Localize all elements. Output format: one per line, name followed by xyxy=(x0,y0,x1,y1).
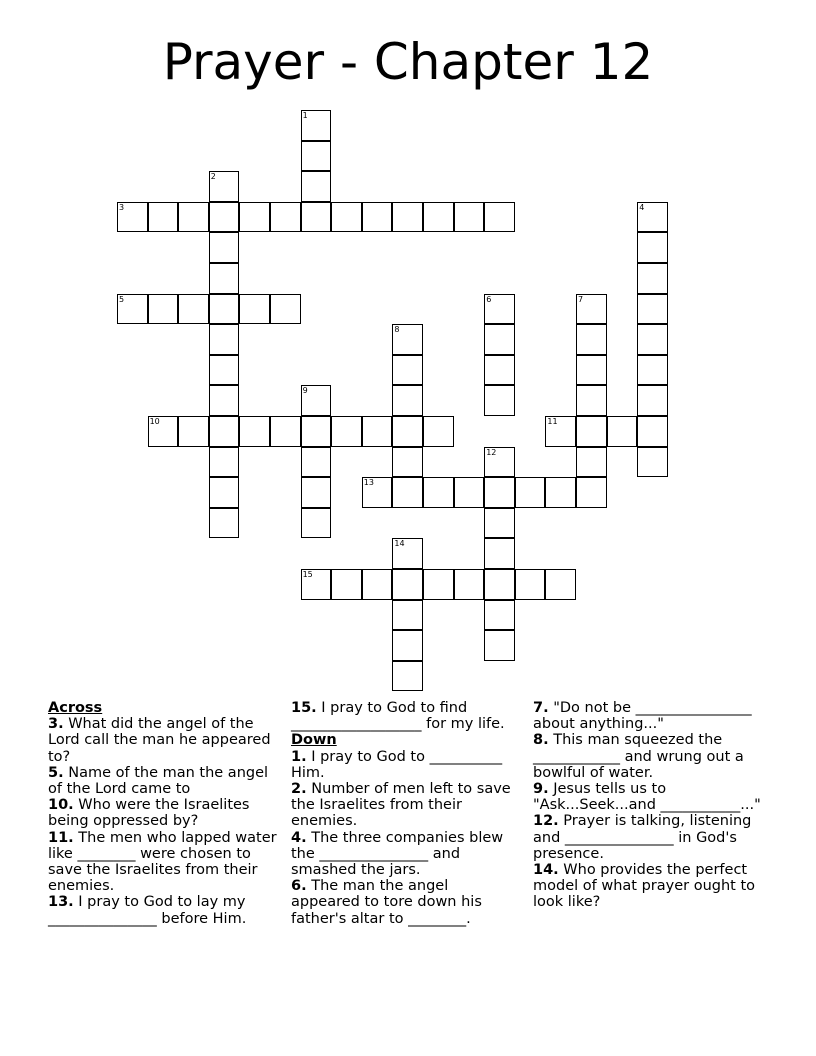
grid-cell[interactable] xyxy=(362,416,393,447)
clue-number: 14. xyxy=(533,862,559,879)
grid-cell[interactable] xyxy=(637,202,668,233)
clue-number: 13. xyxy=(48,894,74,911)
grid-cell[interactable] xyxy=(576,324,607,355)
grid-cell[interactable] xyxy=(484,538,515,569)
grid-cell[interactable] xyxy=(392,630,423,661)
grid-cell[interactable] xyxy=(576,355,607,386)
grid-cell[interactable] xyxy=(484,294,515,325)
grid-cell[interactable] xyxy=(178,202,209,233)
grid-cell[interactable] xyxy=(209,263,240,294)
grid-cell[interactable] xyxy=(515,569,546,600)
cell-number: 10 xyxy=(149,417,160,426)
clues-column-2 xyxy=(291,700,521,927)
down-heading: Down xyxy=(291,732,337,749)
grid-cell[interactable] xyxy=(576,447,607,478)
cell-number: 5 xyxy=(119,294,125,304)
grid-cell[interactable] xyxy=(178,294,209,325)
grid-cell[interactable] xyxy=(209,385,240,416)
grid-cell[interactable] xyxy=(484,477,515,508)
grid-cell[interactable] xyxy=(484,324,515,355)
clue-down-8 xyxy=(533,732,768,781)
clue-text: Number of men left to save the Israelites from their enemies. xyxy=(291,781,511,830)
clue-number: 6. xyxy=(291,878,307,895)
clue-text: The three companies blew the _______________ and smashed the jars. xyxy=(291,829,504,879)
grid-cell[interactable] xyxy=(209,355,240,386)
grid-cell[interactable] xyxy=(362,569,393,600)
clue-text: I pray to God to __________ Him. xyxy=(291,748,503,781)
grid-cell[interactable] xyxy=(545,416,576,447)
grid-cell[interactable] xyxy=(117,294,148,325)
grid-cell[interactable] xyxy=(209,202,240,233)
grid-cell[interactable] xyxy=(392,661,423,692)
clue-number: 7. xyxy=(533,700,549,716)
grid-cell[interactable] xyxy=(423,569,454,600)
clue-text: "Do not be ________________ about anything..." xyxy=(533,700,752,733)
grid-cell[interactable] xyxy=(301,141,332,172)
grid-cell[interactable] xyxy=(392,600,423,631)
clue-number: 3. xyxy=(48,716,64,733)
grid-cell[interactable] xyxy=(484,600,515,631)
grid-cell[interactable] xyxy=(209,447,240,478)
grid-cell[interactable] xyxy=(484,508,515,539)
grid-cell[interactable] xyxy=(117,202,148,233)
grid-cell[interactable] xyxy=(209,416,240,447)
clue-across-11 xyxy=(48,830,280,895)
grid-cell[interactable] xyxy=(392,538,423,569)
grid-cell[interactable] xyxy=(270,294,301,325)
grid-cell[interactable] xyxy=(362,477,393,508)
grid-cell[interactable] xyxy=(637,324,668,355)
grid-cell[interactable] xyxy=(484,569,515,600)
page-title: Prayer - Chapter 12 xyxy=(162,33,654,91)
clue-text: Jesus tells us to "Ask...Seek...and ___________..." xyxy=(533,781,761,814)
clue-down-9 xyxy=(533,781,768,813)
grid-cell[interactable] xyxy=(392,355,423,386)
grid-cell[interactable] xyxy=(331,202,362,233)
clue-number: 12. xyxy=(533,813,559,830)
grid-cell[interactable] xyxy=(392,569,423,600)
clue-across-5 xyxy=(48,765,280,797)
grid-cell[interactable] xyxy=(301,385,332,416)
grid-cell[interactable] xyxy=(209,508,240,539)
grid-cell[interactable] xyxy=(423,202,454,233)
grid-cell[interactable] xyxy=(362,202,393,233)
clue-text: I pray to God to lay my _______________ before Him. xyxy=(48,894,247,927)
clue-text: The men who lapped water like ________ were chosen to save the Israelites from their enemies. xyxy=(48,829,277,895)
grid-cell[interactable] xyxy=(301,508,332,539)
grid-cell[interactable] xyxy=(454,569,485,600)
grid-cell[interactable] xyxy=(576,294,607,325)
grid-cell[interactable] xyxy=(331,416,362,447)
grid-cell[interactable] xyxy=(301,110,332,141)
cell-number: 15 xyxy=(302,570,313,579)
grid-cell[interactable] xyxy=(239,202,270,233)
grid-cell[interactable] xyxy=(392,324,423,355)
cell-number: 8 xyxy=(394,325,400,335)
grid-cell[interactable] xyxy=(576,477,607,508)
grid-cell[interactable] xyxy=(545,569,576,600)
clue-down-7 xyxy=(533,700,768,732)
cell-number: 13 xyxy=(363,478,374,488)
grid-cell[interactable] xyxy=(637,447,668,478)
cell-number: 6 xyxy=(486,294,492,304)
grid-cell[interactable] xyxy=(392,202,423,233)
grid-cell[interactable] xyxy=(392,447,423,478)
grid-cell[interactable] xyxy=(392,385,423,416)
grid-cell[interactable] xyxy=(301,171,332,202)
across-heading: Across xyxy=(48,700,103,716)
grid-cell[interactable] xyxy=(301,477,332,508)
cell-number: 1 xyxy=(302,111,308,120)
grid-cell[interactable] xyxy=(637,355,668,386)
grid-cell[interactable] xyxy=(148,202,179,233)
grid-cell[interactable] xyxy=(301,202,332,233)
clue-text: I pray to God to find __________________ for my life. xyxy=(291,700,505,733)
clue-number: 9. xyxy=(533,781,549,798)
clue-text: This man squeezed the ____________ and wrung out a bowlful of water. xyxy=(533,732,744,781)
cell-number: 9 xyxy=(302,386,308,396)
grid-cell[interactable] xyxy=(637,294,668,325)
grid-cell[interactable] xyxy=(484,630,515,661)
grid-cell[interactable] xyxy=(637,232,668,263)
grid-cell[interactable] xyxy=(178,416,209,447)
grid-cell[interactable] xyxy=(148,294,179,325)
grid-cell[interactable] xyxy=(484,202,515,233)
grid-cell[interactable] xyxy=(423,477,454,508)
clue-text: Who were the Israelites being oppressed by? xyxy=(48,797,250,830)
grid-cell[interactable] xyxy=(392,416,423,447)
clue-number: 2. xyxy=(291,781,307,798)
clue-down-12 xyxy=(533,813,768,862)
clues-column-3 xyxy=(533,700,768,911)
grid-cell[interactable] xyxy=(576,416,607,447)
grid-cell[interactable] xyxy=(301,569,332,600)
grid-cell[interactable] xyxy=(607,416,638,447)
clue-down-6 xyxy=(291,878,521,927)
grid-cell[interactable] xyxy=(484,447,515,478)
clue-text: What did the angel of the Lord call the man he appeared to? xyxy=(48,716,271,765)
clue-number: 8. xyxy=(533,732,549,749)
cell-number: 14 xyxy=(394,539,405,549)
grid-cell[interactable] xyxy=(239,294,270,325)
clue-number: 10. xyxy=(48,797,74,814)
grid-cell[interactable] xyxy=(454,202,485,233)
grid-cell[interactable] xyxy=(301,447,332,478)
cell-number: 7 xyxy=(578,294,584,304)
grid-cell[interactable] xyxy=(545,477,576,508)
clue-number: 15. xyxy=(291,700,317,716)
clue-text: Who provides the perfect model of what prayer ought to look like? xyxy=(533,862,756,911)
clue-number: 1. xyxy=(291,748,307,765)
clue-text: Prayer is talking, listening and _______________ in God's presence. xyxy=(533,813,752,862)
clue-number: 4. xyxy=(291,829,307,846)
clue-number: 11. xyxy=(48,829,74,846)
clue-text: The man the angel appeared to tore down his father's altar to ________. xyxy=(291,878,482,927)
grid-cell[interactable] xyxy=(484,385,515,416)
grid-cell[interactable] xyxy=(209,171,240,202)
clue-text: Name of the man the angel of the Lord came to xyxy=(48,764,269,798)
clue-across-10 xyxy=(48,797,280,829)
grid-cell[interactable] xyxy=(331,569,362,600)
cell-number: 2 xyxy=(210,172,216,182)
clue-across-15 xyxy=(291,700,521,732)
grid-cell[interactable] xyxy=(423,416,454,447)
cell-number: 11 xyxy=(547,417,558,426)
clue-down-1 xyxy=(291,749,521,781)
grid-cell[interactable] xyxy=(576,385,607,416)
clue-number: 5. xyxy=(48,764,64,781)
clues-column-1 xyxy=(48,700,280,927)
grid-cell[interactable] xyxy=(209,477,240,508)
clue-down-14 xyxy=(533,862,768,911)
grid-cell[interactable] xyxy=(392,477,423,508)
cell-number: 12 xyxy=(486,447,497,457)
grid-cell[interactable] xyxy=(239,416,270,447)
clue-across-13 xyxy=(48,894,280,926)
grid-cell[interactable] xyxy=(637,385,668,416)
grid-cell[interactable] xyxy=(637,416,668,447)
cell-number: 4 xyxy=(639,202,645,212)
grid-cell[interactable] xyxy=(484,355,515,386)
grid-cell[interactable] xyxy=(454,477,485,508)
cell-number: 3 xyxy=(119,202,125,212)
grid-cell[interactable] xyxy=(515,477,546,508)
grid-cell[interactable] xyxy=(270,416,301,447)
grid-cell[interactable] xyxy=(148,416,179,447)
grid-cell[interactable] xyxy=(209,324,240,355)
grid-cell[interactable] xyxy=(301,416,332,447)
grid-cell[interactable] xyxy=(637,263,668,294)
grid-cell[interactable] xyxy=(209,232,240,263)
grid-cell[interactable] xyxy=(270,202,301,233)
clue-across-3 xyxy=(48,716,280,765)
clue-down-4 xyxy=(291,830,521,879)
clue-down-2 xyxy=(291,781,521,830)
grid-cell[interactable] xyxy=(209,294,240,325)
